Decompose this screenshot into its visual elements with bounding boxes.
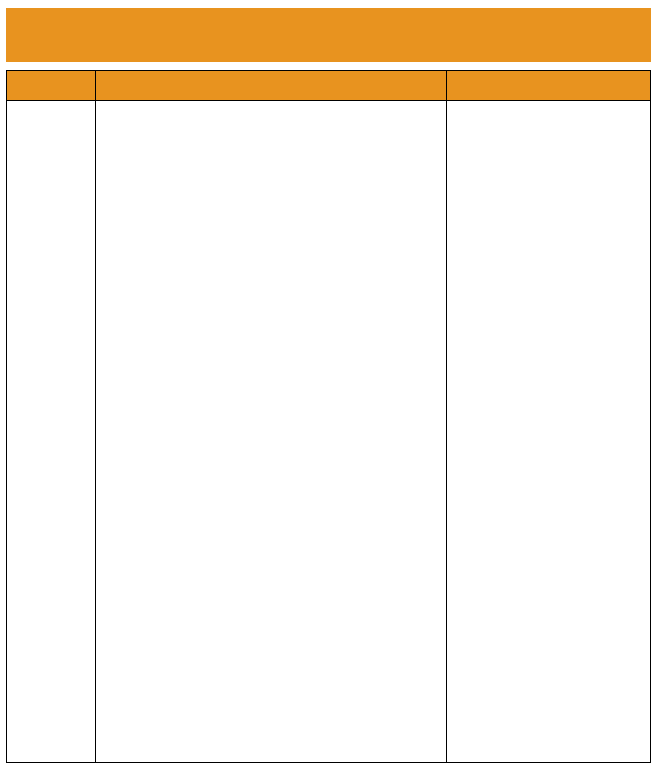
application-column bbox=[447, 71, 650, 762]
interval-header bbox=[7, 71, 95, 101]
content-column bbox=[96, 71, 447, 762]
maintenance-table bbox=[6, 70, 651, 763]
document-title bbox=[6, 8, 651, 62]
content-header bbox=[96, 71, 446, 101]
interval-column bbox=[7, 71, 96, 762]
application-header bbox=[447, 71, 650, 101]
